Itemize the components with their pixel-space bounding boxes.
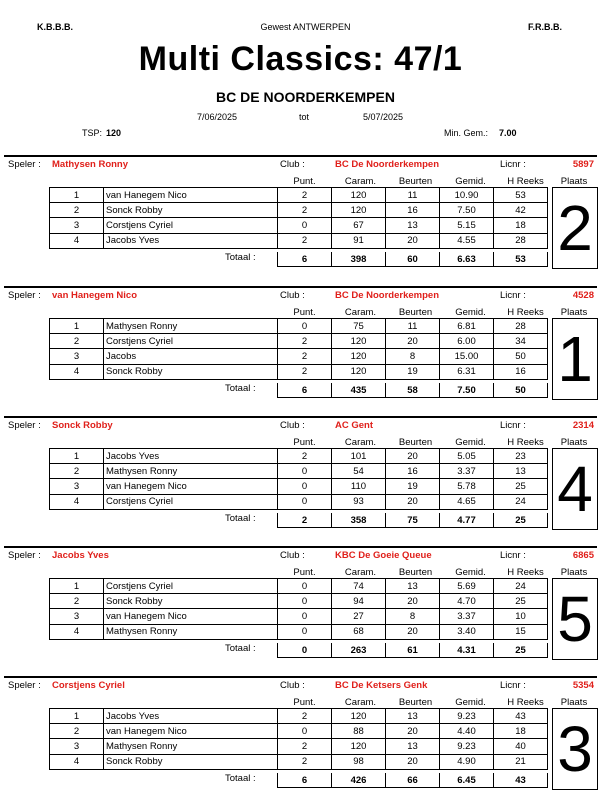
- cell-hreeks: 50: [494, 349, 548, 364]
- opponent-number: 2: [50, 464, 104, 479]
- opponent-number: 1: [50, 579, 104, 594]
- cell-hreeks: 42: [494, 203, 548, 218]
- col-header-plaats: Plaats: [560, 437, 588, 448]
- total-caram: 358: [332, 513, 386, 528]
- date-tot-label: tot: [299, 112, 310, 122]
- table-row: [50, 188, 548, 203]
- cell-hreeks: 15: [494, 624, 548, 639]
- cell-caram: 120: [332, 334, 386, 349]
- cell-gemid: 4.70: [440, 594, 494, 609]
- total-punt: 2: [278, 513, 332, 528]
- cell-gemid: 6.00: [440, 334, 494, 349]
- totaal-label: Totaal :: [225, 513, 256, 524]
- cell-hreeks: 25: [494, 594, 548, 609]
- player-block: [0, 416, 601, 546]
- opponent-number: 4: [50, 754, 104, 769]
- player-licnr: 2314: [572, 420, 594, 431]
- cell-hreeks: 18: [494, 724, 548, 739]
- total-beurten: 75: [386, 513, 440, 528]
- totals-row: [277, 252, 548, 267]
- cell-beurten: 20: [386, 594, 440, 609]
- totaal-label: Totaal :: [225, 252, 256, 263]
- opponents-table: [49, 187, 548, 249]
- col-header-hreeks: H Reeks: [507, 567, 544, 578]
- tsp-value: 120: [106, 128, 122, 138]
- cell-caram: 110: [332, 479, 386, 494]
- player-licnr: 4528: [572, 290, 594, 301]
- cell-hreeks: 28: [494, 233, 548, 248]
- cell-caram: 120: [332, 739, 386, 754]
- cell-punt: 2: [278, 334, 332, 349]
- cell-punt: 0: [278, 579, 332, 594]
- player-licnr: 6865: [572, 550, 594, 561]
- cell-hreeks: 25: [494, 479, 548, 494]
- cell-beurten: 19: [386, 479, 440, 494]
- cell-gemid: 3.37: [440, 609, 494, 624]
- cell-gemid: 4.40: [440, 724, 494, 739]
- opponent-number: 3: [50, 218, 104, 233]
- col-header-plaats: Plaats: [560, 697, 588, 708]
- block-rule: [4, 676, 597, 678]
- cell-punt: 2: [278, 754, 332, 769]
- cell-caram: 74: [332, 579, 386, 594]
- opponent-name: Mathysen Ronny: [104, 624, 278, 639]
- club-label: Club :: [280, 550, 305, 561]
- cell-gemid: 4.90: [440, 754, 494, 769]
- table-row: [50, 739, 548, 754]
- cell-punt: 2: [278, 349, 332, 364]
- cell-gemid: 4.55: [440, 233, 494, 248]
- federation-left: K.B.B.B.: [37, 22, 73, 32]
- cell-beurten: 13: [386, 709, 440, 724]
- cell-beurten: 8: [386, 349, 440, 364]
- total-hreeks: 25: [494, 513, 548, 528]
- player-club: KBC De Goeie Queue: [335, 550, 432, 561]
- total-hreeks: 43: [494, 773, 548, 788]
- total-punt: 6: [278, 252, 332, 267]
- table-row: [50, 594, 548, 609]
- block-rule: [4, 155, 597, 157]
- cell-gemid: 9.23: [440, 739, 494, 754]
- cell-beurten: 13: [386, 579, 440, 594]
- opponent-name: Corstjens Cyriel: [104, 334, 278, 349]
- col-header-caram: Caram.: [344, 307, 377, 318]
- opponent-number: 3: [50, 609, 104, 624]
- col-header-gemid: Gemid.: [455, 176, 486, 187]
- totals-row: [277, 513, 548, 528]
- col-header-caram: Caram.: [344, 437, 377, 448]
- organizing-club: BC DE NOORDERKEMPEN: [216, 89, 395, 105]
- table-row: [50, 218, 548, 233]
- opponent-number: 3: [50, 479, 104, 494]
- table-row: [50, 449, 548, 464]
- region-label: Gewest ANTWERPEN: [260, 22, 351, 32]
- cell-gemid: 7.50: [440, 203, 494, 218]
- total-beurten: 60: [386, 252, 440, 267]
- cell-caram: 54: [332, 464, 386, 479]
- opponent-name: Corstjens Cyriel: [104, 579, 278, 594]
- opponent-number: 4: [50, 233, 104, 248]
- licnr-label: Licnr :: [500, 420, 526, 431]
- block-rule: [4, 546, 597, 548]
- cell-gemid: 3.37: [440, 464, 494, 479]
- totals-row: [277, 383, 548, 398]
- cell-punt: 2: [278, 203, 332, 218]
- total-punt: 0: [278, 643, 332, 658]
- cell-caram: 27: [332, 609, 386, 624]
- player-club: BC De Noorderkempen: [335, 159, 439, 170]
- opponent-number: 2: [50, 334, 104, 349]
- cell-gemid: 5.78: [440, 479, 494, 494]
- cell-beurten: 8: [386, 609, 440, 624]
- speler-label: Speler :: [8, 680, 41, 691]
- opponent-number: 2: [50, 724, 104, 739]
- opponent-name: Sonck Robby: [104, 594, 278, 609]
- cell-gemid: 4.65: [440, 494, 494, 509]
- total-punt: 6: [278, 383, 332, 398]
- cell-punt: 0: [278, 594, 332, 609]
- licnr-label: Licnr :: [500, 290, 526, 301]
- cell-gemid: 5.05: [440, 449, 494, 464]
- cell-hreeks: 13: [494, 464, 548, 479]
- col-header-beurten: Beurten: [398, 307, 433, 318]
- date-from: 7/06/2025: [197, 112, 238, 122]
- total-beurten: 58: [386, 383, 440, 398]
- total-gemid: 4.31: [440, 643, 494, 658]
- col-header-gemid: Gemid.: [455, 437, 486, 448]
- col-header-beurten: Beurten: [398, 176, 433, 187]
- total-hreeks: 53: [494, 252, 548, 267]
- cell-punt: 2: [278, 364, 332, 379]
- cell-caram: 101: [332, 449, 386, 464]
- total-beurten: 66: [386, 773, 440, 788]
- opponent-name: Jacobs Yves: [104, 709, 278, 724]
- cell-punt: 0: [278, 218, 332, 233]
- totals-row: [277, 773, 548, 788]
- player-name: van Hanegem Nico: [52, 290, 137, 301]
- block-rule: [4, 416, 597, 418]
- club-label: Club :: [280, 420, 305, 431]
- col-header-punt: Punt.: [293, 307, 316, 318]
- cell-caram: 75: [332, 319, 386, 334]
- table-row: [50, 334, 548, 349]
- opponent-name: Mathysen Ronny: [104, 464, 278, 479]
- opponents-table: [49, 578, 548, 640]
- player-club: BC De Ketsers Genk: [335, 680, 428, 691]
- placement-number: 3: [552, 708, 598, 790]
- col-header-plaats: Plaats: [560, 567, 588, 578]
- cell-caram: 120: [332, 188, 386, 203]
- table-row: [50, 364, 548, 379]
- col-header-plaats: Plaats: [560, 176, 588, 187]
- opponent-name: Sonck Robby: [104, 364, 278, 379]
- cell-gemid: 6.81: [440, 319, 494, 334]
- table-row: [50, 203, 548, 218]
- licnr-label: Licnr :: [500, 159, 526, 170]
- total-caram: 426: [332, 773, 386, 788]
- cell-hreeks: 24: [494, 579, 548, 594]
- page-title: Multi Classics: 47/1: [138, 40, 463, 78]
- opponent-number: 4: [50, 494, 104, 509]
- player-block: [0, 286, 601, 416]
- club-label: Club :: [280, 290, 305, 301]
- total-hreeks: 50: [494, 383, 548, 398]
- cell-beurten: 16: [386, 464, 440, 479]
- col-header-beurten: Beurten: [398, 697, 433, 708]
- min-gem-value: 7.00: [499, 128, 517, 138]
- opponent-number: 2: [50, 203, 104, 218]
- cell-punt: 0: [278, 319, 332, 334]
- cell-gemid: 3.40: [440, 624, 494, 639]
- table-row: [50, 724, 548, 739]
- player-club: BC De Noorderkempen: [335, 290, 439, 301]
- totaal-label: Totaal :: [225, 773, 256, 784]
- total-gemid: 6.45: [440, 773, 494, 788]
- cell-punt: 0: [278, 494, 332, 509]
- cell-beurten: 20: [386, 334, 440, 349]
- cell-beurten: 20: [386, 494, 440, 509]
- table-row: [50, 624, 548, 639]
- federation-right: F.R.B.B.: [528, 22, 563, 32]
- player-name: Corstjens Cyriel: [52, 680, 125, 691]
- cell-caram: 93: [332, 494, 386, 509]
- cell-gemid: 9.23: [440, 709, 494, 724]
- player-name: Jacobs Yves: [52, 550, 109, 561]
- cell-caram: 67: [332, 218, 386, 233]
- opponent-number: 1: [50, 449, 104, 464]
- cell-beurten: 13: [386, 739, 440, 754]
- opponent-name: van Hanegem Nico: [104, 479, 278, 494]
- licnr-label: Licnr :: [500, 550, 526, 561]
- table-row: [50, 709, 548, 724]
- opponent-name: Sonck Robby: [104, 754, 278, 769]
- cell-gemid: 6.31: [440, 364, 494, 379]
- cell-caram: 120: [332, 364, 386, 379]
- cell-caram: 120: [332, 709, 386, 724]
- speler-label: Speler :: [8, 159, 41, 170]
- col-header-punt: Punt.: [293, 567, 316, 578]
- cell-beurten: 20: [386, 449, 440, 464]
- opponent-name: Mathysen Ronny: [104, 739, 278, 754]
- total-caram: 435: [332, 383, 386, 398]
- table-row: [50, 609, 548, 624]
- placement-number: 4: [552, 448, 598, 530]
- opponent-number: 1: [50, 709, 104, 724]
- totals-row: [277, 643, 548, 658]
- cell-beurten: 20: [386, 724, 440, 739]
- opponent-number: 2: [50, 594, 104, 609]
- opponent-number: 4: [50, 624, 104, 639]
- cell-punt: 0: [278, 624, 332, 639]
- opponent-name: Sonck Robby: [104, 203, 278, 218]
- player-name: Sonck Robby: [52, 420, 113, 431]
- table-row: [50, 494, 548, 509]
- total-caram: 263: [332, 643, 386, 658]
- opponents-table: [49, 318, 548, 380]
- cell-punt: 2: [278, 188, 332, 203]
- cell-punt: 0: [278, 479, 332, 494]
- club-label: Club :: [280, 159, 305, 170]
- opponent-name: van Hanegem Nico: [104, 724, 278, 739]
- cell-caram: 120: [332, 203, 386, 218]
- col-header-plaats: Plaats: [560, 307, 588, 318]
- opponent-name: Jacobs Yves: [104, 233, 278, 248]
- opponent-number: 1: [50, 188, 104, 203]
- col-header-punt: Punt.: [293, 697, 316, 708]
- col-header-caram: Caram.: [344, 567, 377, 578]
- placement-number: 5: [552, 578, 598, 660]
- col-header-punt: Punt.: [293, 176, 316, 187]
- total-caram: 398: [332, 252, 386, 267]
- block-rule: [4, 286, 597, 288]
- min-gem-label: Min. Gem.:: [444, 128, 489, 138]
- totaal-label: Totaal :: [225, 383, 256, 394]
- tsp-label: TSP:: [82, 128, 103, 138]
- cell-caram: 68: [332, 624, 386, 639]
- cell-beurten: 19: [386, 364, 440, 379]
- cell-punt: 2: [278, 709, 332, 724]
- col-header-beurten: Beurten: [398, 437, 433, 448]
- opponent-name: Jacobs Yves: [104, 449, 278, 464]
- club-label: Club :: [280, 680, 305, 691]
- cell-hreeks: 34: [494, 334, 548, 349]
- table-row: [50, 349, 548, 364]
- cell-caram: 94: [332, 594, 386, 609]
- date-to: 5/07/2025: [363, 112, 404, 122]
- cell-punt: 2: [278, 449, 332, 464]
- cell-hreeks: 10: [494, 609, 548, 624]
- cell-hreeks: 21: [494, 754, 548, 769]
- col-header-gemid: Gemid.: [455, 567, 486, 578]
- cell-hreeks: 16: [494, 364, 548, 379]
- opponent-name: Mathysen Ronny: [104, 319, 278, 334]
- cell-gemid: 10.90: [440, 188, 494, 203]
- cell-punt: 2: [278, 739, 332, 754]
- total-gemid: 4.77: [440, 513, 494, 528]
- col-header-caram: Caram.: [344, 176, 377, 187]
- col-header-caram: Caram.: [344, 697, 377, 708]
- cell-hreeks: 28: [494, 319, 548, 334]
- table-row: [50, 579, 548, 594]
- speler-label: Speler :: [8, 420, 41, 431]
- cell-gemid: 5.69: [440, 579, 494, 594]
- opponent-number: 4: [50, 364, 104, 379]
- col-header-beurten: Beurten: [398, 567, 433, 578]
- opponent-name: Corstjens Cyriel: [104, 218, 278, 233]
- cell-beurten: 11: [386, 319, 440, 334]
- col-header-hreeks: H Reeks: [507, 437, 544, 448]
- table-row: [50, 754, 548, 769]
- cell-hreeks: 18: [494, 218, 548, 233]
- player-name: Mathysen Ronny: [52, 159, 129, 170]
- cell-punt: 2: [278, 233, 332, 248]
- table-row: [50, 479, 548, 494]
- opponent-number: 3: [50, 739, 104, 754]
- cell-hreeks: 23: [494, 449, 548, 464]
- cell-hreeks: 43: [494, 709, 548, 724]
- total-gemid: 6.63: [440, 252, 494, 267]
- opponents-table: [49, 448, 548, 510]
- col-header-gemid: Gemid.: [455, 307, 486, 318]
- cell-beurten: 20: [386, 754, 440, 769]
- cell-beurten: 20: [386, 624, 440, 639]
- placement-number: 2: [552, 187, 598, 269]
- cell-punt: 0: [278, 464, 332, 479]
- cell-punt: 0: [278, 609, 332, 624]
- opponent-name: Corstjens Cyriel: [104, 494, 278, 509]
- opponent-name: van Hanegem Nico: [104, 609, 278, 624]
- cell-beurten: 11: [386, 188, 440, 203]
- cell-gemid: 5.15: [440, 218, 494, 233]
- col-header-punt: Punt.: [293, 437, 316, 448]
- table-row: [50, 233, 548, 248]
- player-block: [0, 546, 601, 676]
- licnr-label: Licnr :: [500, 680, 526, 691]
- table-row: [50, 319, 548, 334]
- cell-hreeks: 53: [494, 188, 548, 203]
- opponents-table: [49, 708, 548, 770]
- speler-label: Speler :: [8, 290, 41, 301]
- total-punt: 6: [278, 773, 332, 788]
- totaal-label: Totaal :: [225, 643, 256, 654]
- cell-caram: 98: [332, 754, 386, 769]
- col-header-hreeks: H Reeks: [507, 697, 544, 708]
- table-row: [50, 464, 548, 479]
- player-block: [0, 676, 601, 806]
- player-club: AC Gent: [335, 420, 373, 431]
- cell-caram: 120: [332, 349, 386, 364]
- total-beurten: 61: [386, 643, 440, 658]
- cell-caram: 88: [332, 724, 386, 739]
- opponent-name: van Hanegem Nico: [104, 188, 278, 203]
- col-header-hreeks: H Reeks: [507, 307, 544, 318]
- speler-label: Speler :: [8, 550, 41, 561]
- cell-beurten: 16: [386, 203, 440, 218]
- cell-caram: 91: [332, 233, 386, 248]
- cell-punt: 0: [278, 724, 332, 739]
- cell-hreeks: 40: [494, 739, 548, 754]
- cell-hreeks: 24: [494, 494, 548, 509]
- total-hreeks: 25: [494, 643, 548, 658]
- col-header-gemid: Gemid.: [455, 697, 486, 708]
- opponent-name: Jacobs: [104, 349, 278, 364]
- opponent-number: 1: [50, 319, 104, 334]
- placement-number: 1: [552, 318, 598, 400]
- player-licnr: 5897: [572, 159, 594, 170]
- player-licnr: 5354: [572, 680, 594, 691]
- opponent-number: 3: [50, 349, 104, 364]
- col-header-hreeks: H Reeks: [507, 176, 544, 187]
- cell-beurten: 13: [386, 218, 440, 233]
- cell-gemid: 15.00: [440, 349, 494, 364]
- total-gemid: 7.50: [440, 383, 494, 398]
- player-block: [0, 155, 601, 285]
- cell-beurten: 20: [386, 233, 440, 248]
